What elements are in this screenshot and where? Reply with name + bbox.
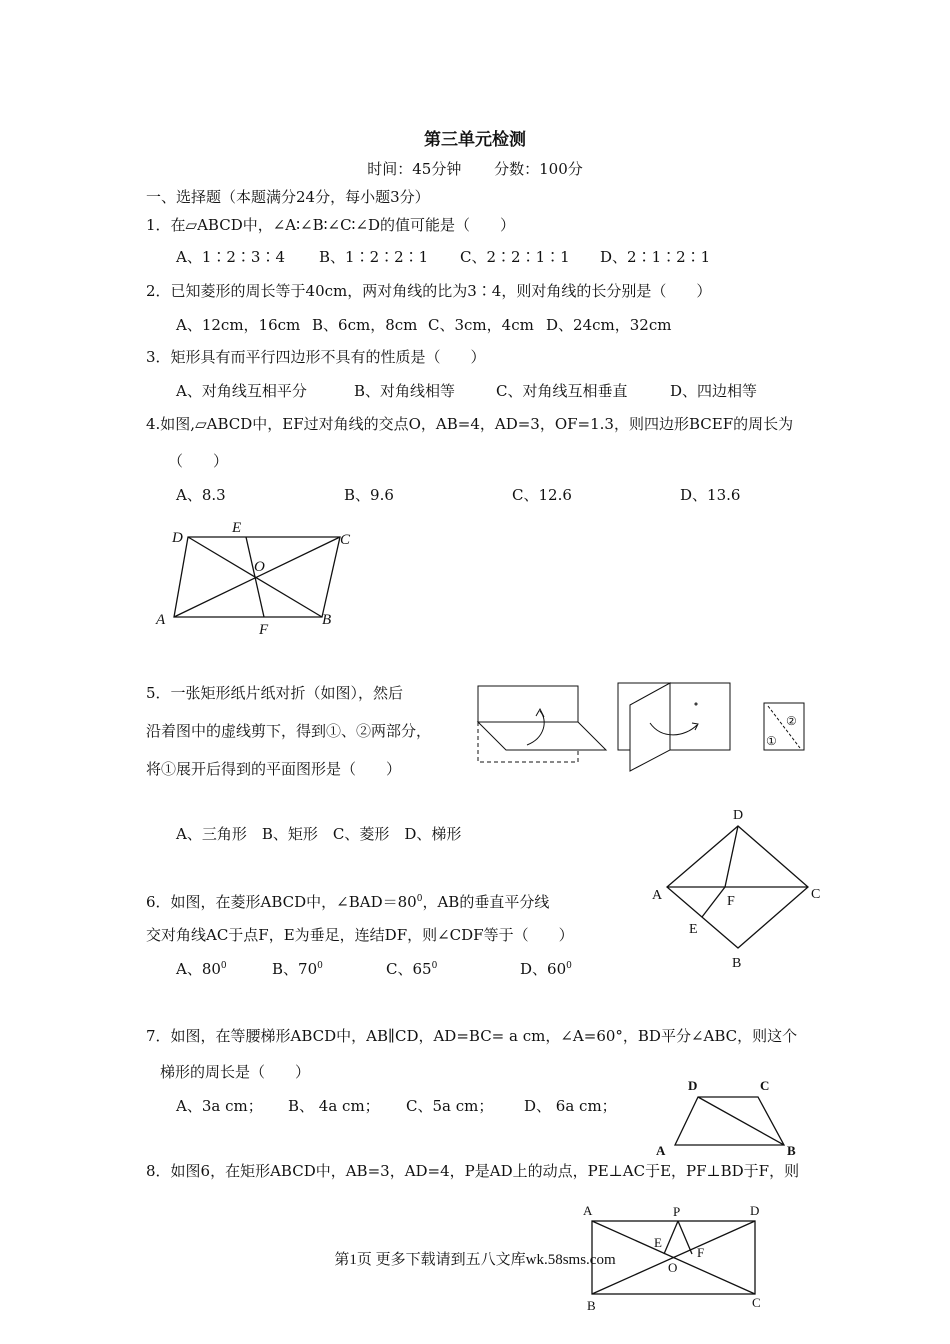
q6-label-b: B: [732, 956, 742, 971]
q4-label-a: A: [156, 612, 166, 628]
q8-label-o: O: [668, 1260, 678, 1275]
q4-label-d: D: [172, 530, 183, 546]
q7-option-c: C、5a cm；: [406, 1097, 494, 1115]
q4-label-c: C: [340, 532, 351, 548]
page-title: 第三单元检测: [424, 130, 526, 150]
q3-option-a: A、对角线互相平分: [176, 382, 307, 400]
q2-stem: 2．已知菱形的周长等于40cm，两对角线的比为3∶4，则对角线的长分别是（ ）: [146, 282, 712, 300]
q1-option-c: C、2∶2∶1∶1: [460, 248, 570, 266]
q6-label-e: E: [689, 922, 698, 937]
q7-option-b: B、 4a cm；: [288, 1097, 380, 1115]
q6-degree-c: 0: [431, 961, 438, 971]
q4-option-c: C、12.6: [512, 486, 572, 504]
q6-label-f: F: [727, 894, 735, 909]
q1-stem: 1．在▱ABCD中，∠A∶∠B∶∠C∶∠D的值可能是（ ）: [146, 216, 516, 234]
q1-option-d: D、2∶1∶2∶1: [600, 248, 711, 266]
q4-option-a: A、8.3: [176, 486, 226, 504]
q6-label-d: D: [733, 808, 744, 823]
q7-label-c: C: [760, 1078, 770, 1093]
q8-label-f: F: [697, 1245, 705, 1260]
q6-degree-a: 0: [220, 961, 227, 971]
q6-degree-d: 0: [566, 961, 572, 971]
q2-option-b: B、6cm，8cm: [312, 316, 418, 334]
time-limit: 时间：45分钟: [367, 160, 462, 178]
q6-option-d-text: D、60: [520, 960, 567, 978]
q3-option-c: C、对角线互相垂直: [496, 382, 628, 400]
q7-label-a: A: [656, 1143, 666, 1158]
q3-option-b: B、对角线相等: [354, 382, 456, 400]
q7-line-2: 梯形的周长是（ ）: [160, 1063, 311, 1081]
q5-options: A、三角形 B、矩形 C、菱形 D、梯形: [176, 825, 462, 843]
q8-label-p: P: [673, 1204, 681, 1219]
q8-label-a: A: [583, 1203, 593, 1218]
q7-label-b: B: [787, 1143, 796, 1158]
q4-label-f: F: [259, 622, 269, 638]
q4-stem: 4.如图,▱ABCD中，EF过对角线的交点O，AB=4，AD=3，OF=1.3，则四边形BCEF的周长为: [146, 415, 794, 433]
q6-option-a-text: A、80: [176, 960, 221, 978]
q4-paren: （ ）: [168, 452, 229, 470]
q4-option-d: D、13.6: [680, 486, 741, 504]
q6-degree-b: 0: [317, 961, 323, 971]
q6-option-c-text: C、65: [386, 960, 432, 978]
q4-label-b: B: [322, 612, 332, 628]
q4-option-b: B、9.6: [344, 486, 394, 504]
q2-option-d: D、24cm，32cm: [546, 316, 672, 334]
q8-label-b: B: [587, 1298, 596, 1313]
q6-line-1b-text: ，AB的垂直平分线: [422, 893, 550, 911]
q8-label-c: C: [752, 1295, 761, 1310]
q2-option-a: A、12cm，16cm: [176, 316, 301, 334]
q4-label-e: E: [232, 520, 242, 536]
q7-option-a: A、3a cm；: [176, 1097, 263, 1115]
q5-line-1: 5．一张矩形纸片纸对折（如图），然后: [146, 684, 404, 702]
q7-label-d: D: [688, 1078, 698, 1093]
q8-label-d: D: [750, 1203, 760, 1218]
q6-line-1-text: 6．如图，在菱形ABCD中，∠BAD＝80: [146, 893, 417, 911]
q6-degree-mark: 0: [416, 894, 423, 904]
total-score: 分数：100分: [494, 160, 583, 178]
q4-label-o: O: [254, 559, 265, 575]
q6-option-b-text: B、70: [272, 960, 318, 978]
q5-label-part-2: ②: [786, 714, 797, 728]
q6-label-a: A: [652, 888, 663, 903]
q3-stem: 3．矩形具有而平行四边形不具有的性质是（ ）: [146, 348, 486, 366]
q5-label-part-1: ①: [766, 734, 777, 748]
section-heading: 一、选择题（本题满分24分，每小题3分）: [146, 188, 430, 206]
q1-option-a: A、1∶2∶3∶4: [176, 248, 286, 266]
q5-line-2: 沿着图中的虚线剪下，得到①、②两部分，: [146, 722, 432, 740]
q5-line-3: 将①展开后得到的平面图形是（ ）: [146, 760, 402, 778]
q2-option-c: C、3cm，4cm: [428, 316, 534, 334]
q3-option-d: D、四边相等: [670, 382, 758, 400]
q6-line-2: 交对角线AC于点F，E为垂足，连结DF，则∠CDF等于（ ）: [146, 926, 574, 944]
q6-label-c: C: [811, 887, 821, 902]
q8-label-e: E: [654, 1235, 662, 1250]
q1-option-b: B、1∶2∶2∶1: [319, 248, 429, 266]
q8-line-1: 8．如图6，在矩形ABCD中，AB=3，AD=4，P是AD上的动点，PE⊥AC于E，PF⊥BD于F，则: [146, 1162, 800, 1180]
q7-option-d: D、 6a cm；: [524, 1097, 617, 1115]
page-footer: 第1页 更多下载请到五八文库wk.58sms.com: [334, 1252, 616, 1268]
q7-line-1: 7．如图，在等腰梯形ABCD中，AB∥CD，AD=BC= a cm，∠A=60°，BD平分∠ABC，则这个: [146, 1027, 798, 1045]
